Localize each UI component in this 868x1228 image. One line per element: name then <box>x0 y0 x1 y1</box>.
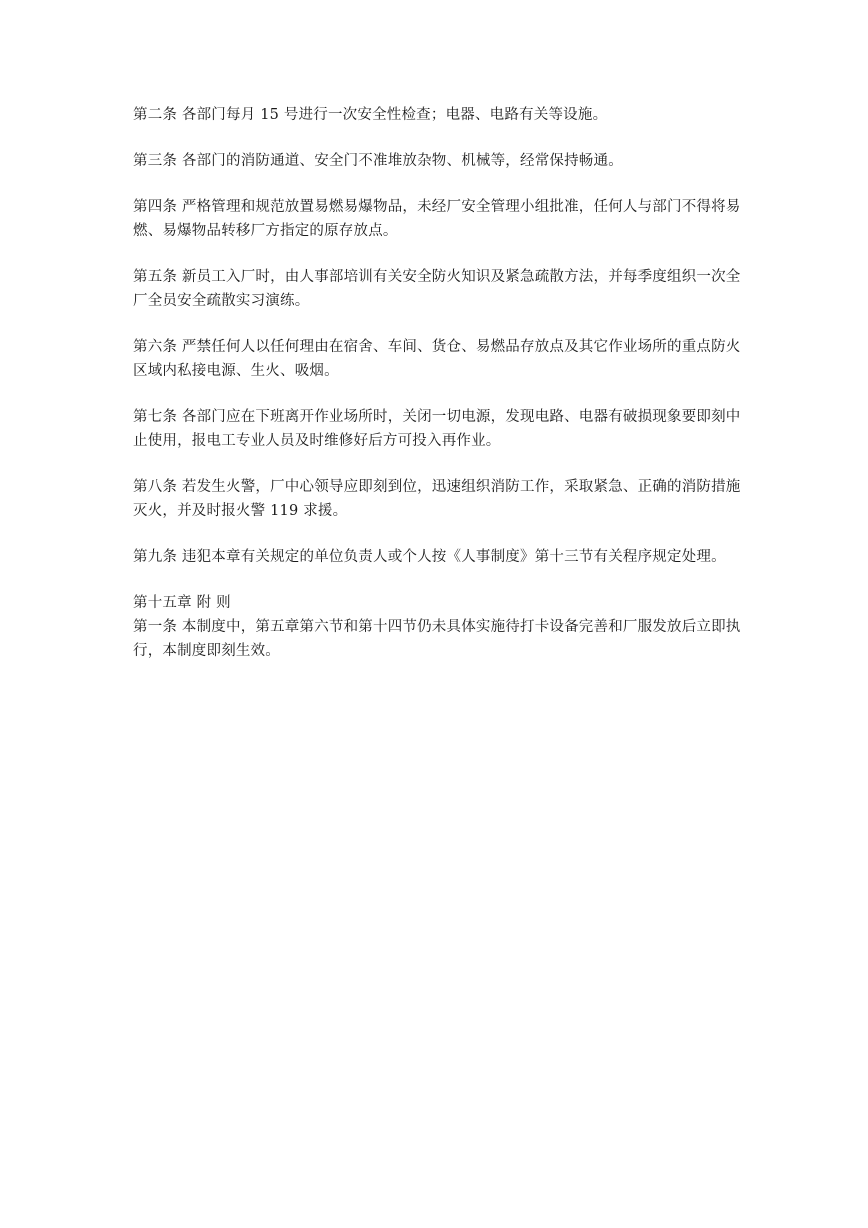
article-8: 第八条 若发生火警，厂中心领导应即刻到位，迅速组织消防工作，采取紧急、正确的消防措施灭火，并及时报火警 119 求援。 <box>133 479 741 519</box>
article-5: 第五条 新员工入厂时，由人事部培训有关安全防火知识及紧急疏散方法，并每季度组织一次全厂全员安全疏散实习演练。 <box>133 269 741 309</box>
article-9: 第九条 违犯本章有关规定的单位负责人或个人按《人事制度》第十三节有关程序规定处理。 <box>133 549 726 565</box>
chapter-title: 第十五章 附 则 <box>133 595 231 611</box>
document-body <box>133 103 745 663</box>
article-3: 第三条 各部门的消防通道、安全门不准堆放杂物、机械等，经常保持畅通。 <box>133 153 623 169</box>
article-4: 第四条 严格管理和规范放置易燃易爆物品，未经厂安全管理小组批准，任何人与部门不得将易燃、易爆物品转移厂方指定的原存放点。 <box>133 199 741 239</box>
article-6: 第六条 严禁任何人以任何理由在宿舍、车间、货仓、易燃品存放点及其它作业场所的重点防火区域内私接电源、生火、吸烟。 <box>133 339 741 379</box>
article-2: 第二条 各部门每月 15 号进行一次安全性检查；电器、电路有关等设施。 <box>133 107 608 123</box>
final-article: 第一条 本制度中，第五章第六节和第十四节仍未具体实施待打卡设备完善和厂服发放后立即执行，本制度即刻生效。 <box>133 619 741 659</box>
article-7: 第七条 各部门应在下班离开作业场所时，关闭一切电源，发现电路、电器有破损现象要即刻中止使用，报电工专业人员及时维修好后方可投入再作业。 <box>133 409 741 449</box>
